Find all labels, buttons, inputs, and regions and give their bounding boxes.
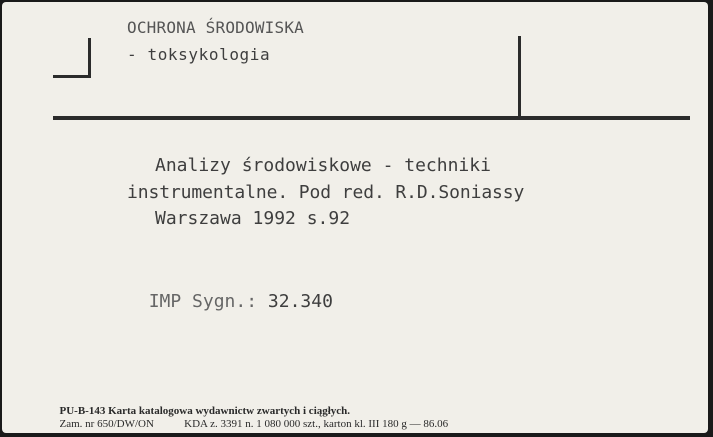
vertical-rule bbox=[518, 36, 521, 118]
signature-label: IMP Sygn.: bbox=[148, 291, 258, 312]
print-run: KDA z. 3391 n. 1 080 000 szt., karton kl. III 180 g — 86.06 bbox=[184, 418, 449, 430]
order-number: Zam. nr 650/DW/ON bbox=[59, 418, 154, 430]
entry-line-2: instrumentalne. Pod red. R.D.Soniassy bbox=[127, 182, 525, 203]
signature-value: 32.340 bbox=[267, 291, 333, 312]
signature-line bbox=[127, 270, 333, 312]
form-code: PU-B-143 bbox=[59, 405, 106, 417]
catalog-card bbox=[2, 2, 708, 433]
horizontal-rule bbox=[53, 116, 690, 120]
footer-line-2 bbox=[54, 406, 448, 430]
subject-subheading: - toksykologia bbox=[127, 45, 271, 64]
entry-line-3: Warszawa 1992 s.92 bbox=[155, 208, 351, 229]
subject-heading: OCHRONA ŚRODOWISKA bbox=[127, 18, 304, 37]
entry-line-1: Analizy środowiskowe - techniki bbox=[155, 155, 491, 176]
corner-mark-vertical bbox=[88, 38, 91, 78]
form-title: Karta katalogowa wydawnictw zwartych i ciągłych. bbox=[108, 405, 351, 417]
corner-mark-horizontal bbox=[53, 75, 91, 78]
